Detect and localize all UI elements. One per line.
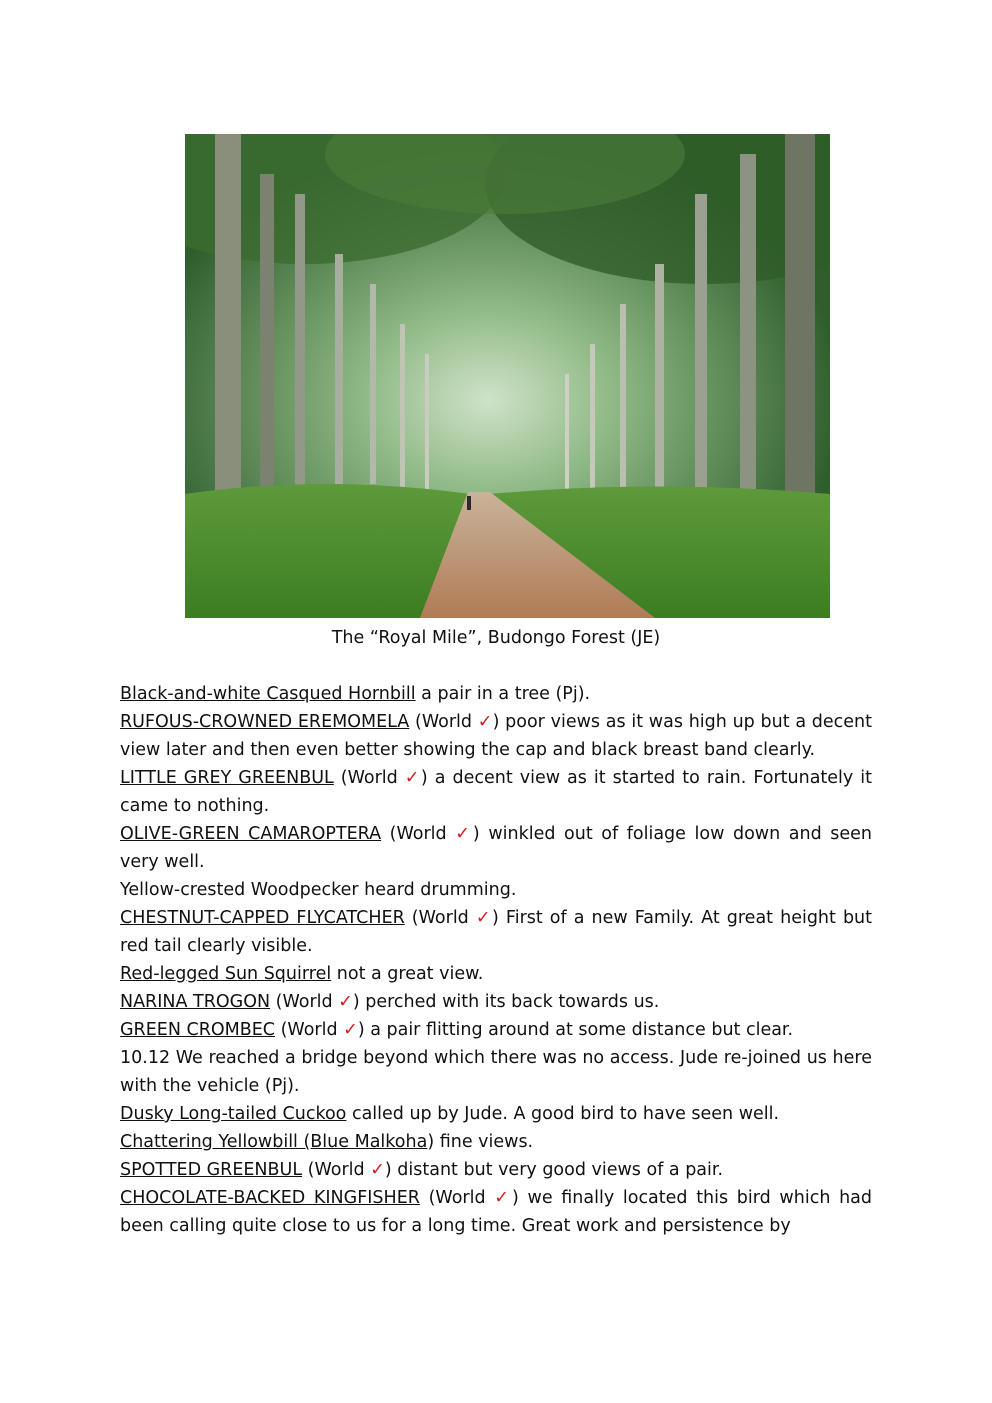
check-mark-icon: ✓ xyxy=(404,768,421,788)
check-mark-icon: ✓ xyxy=(343,1020,358,1040)
species-entry: Red-legged Sun Squirrel not a great view. xyxy=(120,964,484,984)
species-name: Black-and-white Casqued Hornbill xyxy=(120,684,416,704)
species-name: LITTLE GREY GREENBUL xyxy=(120,768,334,788)
species-entry: Chattering Yellowbill (Blue Malkoha) fine views. xyxy=(120,1132,534,1152)
note-entry: Yellow-crested Woodpecker heard drumming. xyxy=(120,880,517,900)
species-entry: LITTLE GREY GREENBUL (World ✓) a decent view as it started to rain. Fortunately it came to nothing. xyxy=(120,768,873,816)
species-entry: RUFOUS-CROWNED EREMOMELA (World ✓) poor views as it was high up but a decent view later and then even better showing the cap and black breast band clearly. xyxy=(120,712,872,760)
photo-caption: The “Royal Mile”, Budongo Forest (JE) xyxy=(331,628,661,648)
species-entry: OLIVE-GREEN CAMAROPTERA (World ✓) winkled out of foliage low down and seen very well. xyxy=(120,824,872,872)
species-entry: GREEN CROMBEC (World ✓) a pair flitting around at some distance but clear. xyxy=(120,1020,794,1040)
species-name: OLIVE-GREEN CAMAROPTERA xyxy=(120,824,382,844)
species-name: CHESTNUT-CAPPED FLYCATCHER xyxy=(120,908,405,928)
species-name: Red-legged Sun Squirrel xyxy=(120,964,332,984)
note-entry: 10.12 We reached a bridge beyond which there was no access. Jude re-joined us here with the vehicle (Pj). xyxy=(120,1048,872,1096)
check-mark-icon: ✓ xyxy=(494,1188,513,1208)
species-name: Dusky Long-tailed Cuckoo xyxy=(120,1104,347,1124)
species-entry: CHESTNUT-CAPPED FLYCATCHER (World ✓) First of a new Family. At great height but red tail clearly visible. xyxy=(120,908,872,956)
check-mark-icon: ✓ xyxy=(477,712,493,732)
species-name: GREEN CROMBEC xyxy=(120,1020,276,1040)
species-entry: NARINA TROGON (World ✓) perched with its back towards us. xyxy=(120,992,660,1012)
species-entry: SPOTTED GREENBUL (World ✓) distant but very good views of a pair. xyxy=(120,1160,724,1180)
check-mark-icon: ✓ xyxy=(370,1160,385,1180)
species-name: RUFOUS-CROWNED EREMOMELA xyxy=(120,712,410,732)
species-entry: Black-and-white Casqued Hornbill a pair in a tree (Pj). xyxy=(120,684,591,704)
trip-report-text xyxy=(120,680,872,1240)
species-entry: CHOCOLATE-BACKED KINGFISHER (World ✓) we finally located this bird which had been calling quite close to us for a long time. Great work and persistence by xyxy=(120,1188,873,1236)
species-name: NARINA TROGON xyxy=(120,992,271,1012)
forest-road-photo xyxy=(185,134,830,618)
species-entry: Dusky Long-tailed Cuckoo called up by Jude. A good bird to have seen well. xyxy=(120,1104,780,1124)
species-name: CHOCOLATE-BACKED KINGFISHER xyxy=(120,1188,420,1208)
species-name: Chattering Yellowbill (Blue Malkoha xyxy=(120,1132,428,1152)
check-mark-icon: ✓ xyxy=(475,908,493,928)
forest-road-illustration xyxy=(185,134,830,618)
check-mark-icon: ✓ xyxy=(338,992,353,1012)
check-mark-icon: ✓ xyxy=(455,824,473,844)
species-name: SPOTTED GREENBUL xyxy=(120,1160,303,1180)
